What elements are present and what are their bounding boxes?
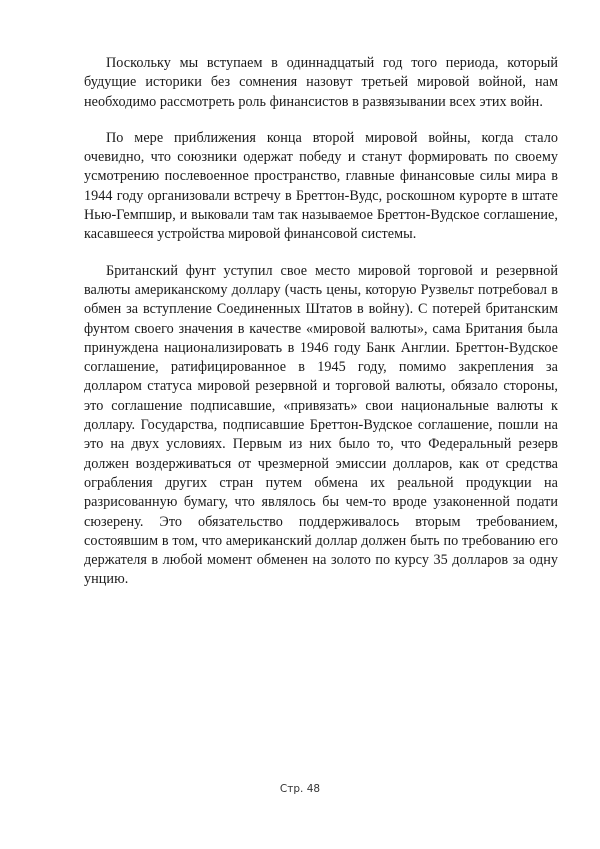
page-number: Стр. 48 — [279, 783, 321, 795]
paragraph-1: Поскольку мы вступаем в одиннадцатый год того периода, который будущие историки без сомнения назовут третьей мировой войной, нам необходимо рассмотреть роль финансистов в развязывании всех этих войн. — [84, 55, 558, 110]
body-text — [84, 54, 558, 607]
paragraph-3: Британский фунт уступил свое место мировой торговой и резервной валюты американскому доллару (часть цены, которую Рузвельт потребовал в обмен за вступление Соединенных Штатов в войну). С потерей британским фунтом своего значения в качестве «мировой валюты», сама Британия была принуждена национализировать в 1946 году Банк Англии. Бреттон-Вудское соглашение, ратифицированное в 1945 году, помимо закрепления за долларом статуса мировой резервной и торговой валюты, обязало стороны, это соглашение подписавшие, «привязать» свои национальные валюты к доллару. Государства, подписавшие Бреттон-Вудское соглашение, пошли на это на двух условиях. Первым из них было то, что Федеральный резерв должен воздерживаться от чрезмерной эмиссии долларов, как от средства ограбления других стран путем обмена их реальной продукции на разрисованную бумагу, что являлось бы чем-то вроде узаконенной подати сюзерену. Это обязательство поддерживалось вторым требованием, состоявшим в том, что американский доллар должен быть по требованию его держателя в любой момент обменен на золото по курсу 35 долларов за одну унцию. — [84, 262, 558, 588]
paragraph-2: По мере приближения конца второй мировой войны, когда стало очевидно, что союзники одержат победу и станут формировать по своему усмотрению послевоенное пространство, главные финансовые силы мира в 1944 году организовали встречу в Бреттон-Вудс, роскошном курорте в штате Нью-Гемпшир, и выковали там так называемое Бреттон-Вудское соглашение, касавшееся устройства мировой финансовой системы. — [84, 129, 558, 243]
